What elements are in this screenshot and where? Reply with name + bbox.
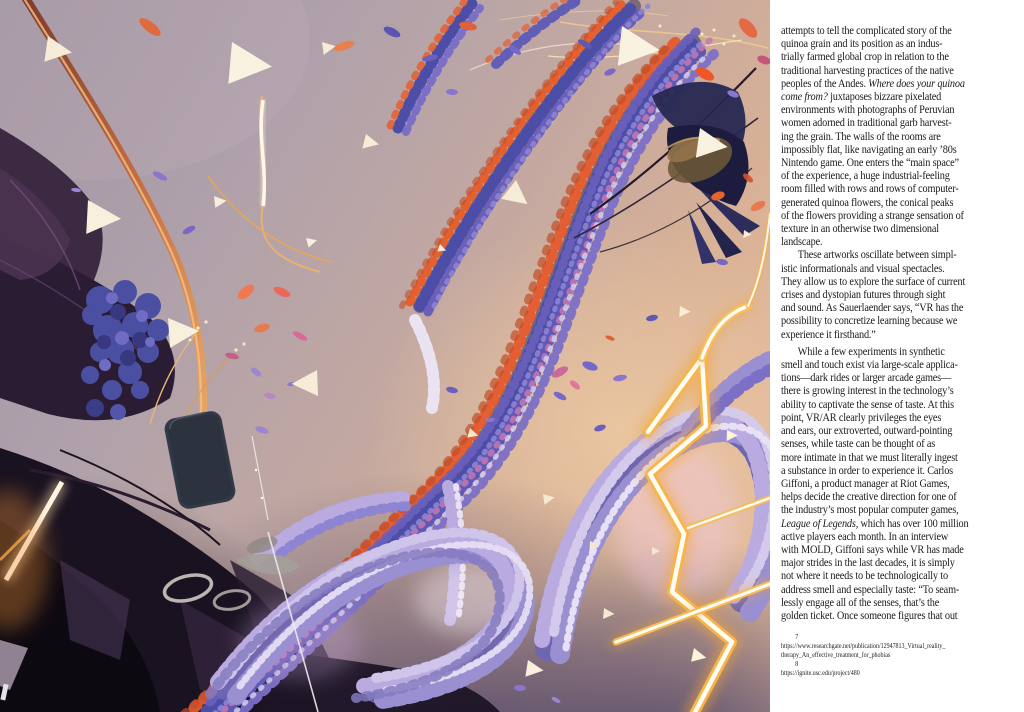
article-line: texture in an otherwise two dimensional (781, 222, 939, 236)
footnotes (781, 633, 1001, 678)
article-line: impossibly flat, like navigating an early ’80s (781, 142, 957, 156)
article-line: tions—dark rides or larger arcade games— (781, 371, 952, 385)
article-line: lessly engage all of the senses, that’s the (781, 595, 940, 609)
article-line: room filled with rows and rows of computer- (781, 182, 959, 196)
article-line: experience it firsthand.” (781, 327, 876, 341)
article-line: a substance in order to experience it. Carlos (781, 463, 954, 477)
article-line: They allow us to explore the surface of current (781, 274, 966, 288)
article-line: attempts to tell the complicated story of the (781, 24, 952, 37)
article-line: of the flowers providing a strange sensation of (781, 208, 964, 222)
article-line: generated quinoa flowers, the conical peaks (781, 195, 954, 209)
article-line: While a few experiments in synthetic (797, 344, 945, 358)
footnote-url: https://ignite.usc.edu/project/480 (781, 670, 860, 678)
article-line: the industry’s most popular computer games, (781, 503, 959, 517)
article-line: not where it needs to be technologically to (781, 569, 948, 583)
footnote-number: 7 (795, 633, 799, 642)
article-line: active players each month. In an interview (781, 529, 949, 543)
article-line: golden ticket. Once someone figures that out (781, 608, 958, 622)
article-line: senses, while taste can be thought of as (781, 437, 936, 451)
article-line: landscape. (781, 235, 823, 249)
article-line: helps decide the creative direction for one of (781, 490, 957, 504)
article-line: League of Legends, which has over 100 million (781, 516, 969, 530)
article-line: and sound. As Sauerlaender says, “VR has the (781, 301, 964, 315)
article-line: ing the grain. The walls of the rooms are (781, 129, 941, 143)
article-line: come from? juxtaposes bizzare pixelated (781, 90, 942, 104)
article-line: crises and dystopian futures through sight (781, 288, 946, 302)
article-line: there is growing interest in the technology’s (781, 384, 954, 398)
article-line: address smell and especially taste: “To seam- (781, 582, 960, 596)
footnote-url: https://www.researchgate.net/publication/12947813_Virtual_reality_ (781, 643, 946, 651)
article-line: with MOLD, Giffoni says while VR has made (781, 542, 964, 556)
article-line: peoples of the Andes. Where does your quinoa (781, 76, 965, 90)
article-line: quinoa grain and its position as an indus- (781, 37, 943, 51)
article-line: Nintendo game. One enters the “main space” (781, 156, 959, 170)
article-line: traditional harvesting practices of the native (781, 63, 954, 77)
article-line: ability to captivate the sense of taste. At this (781, 397, 954, 411)
article-line: smell and touch exist via large-scale applica- (781, 358, 958, 372)
article-line: and ears, our extroverted, outward-pointing (781, 424, 953, 438)
article-line: more intimate in that we must literally ingest (781, 450, 958, 464)
article-column (781, 24, 1001, 678)
article-line: possibility to concretize learning because we (781, 314, 958, 328)
article-line: trially farmed global crop in relation to the (781, 50, 949, 64)
article-line: point, VR/AR clearly privileges the eyes (781, 410, 942, 424)
article-line: Giffoni, a product manager at Riot Games, (781, 476, 950, 490)
article-line: major strides in the last decades, it is simply (781, 556, 955, 570)
footnote-url: therapy_An_effective_treatment_for_phobias (781, 652, 891, 660)
article-line: istic informationals and visual spectacles. (781, 261, 945, 275)
article-line: women adorned in traditional garb harvest- (781, 116, 952, 130)
footnote-number: 8 (795, 660, 799, 669)
article-line: of the experience, a huge industrial-feeling (781, 169, 950, 183)
article-text (781, 24, 1001, 622)
article-line: These artworks oscillate between simpl- (797, 248, 957, 262)
article-line: environments with photographs of Peruvian (781, 103, 955, 117)
